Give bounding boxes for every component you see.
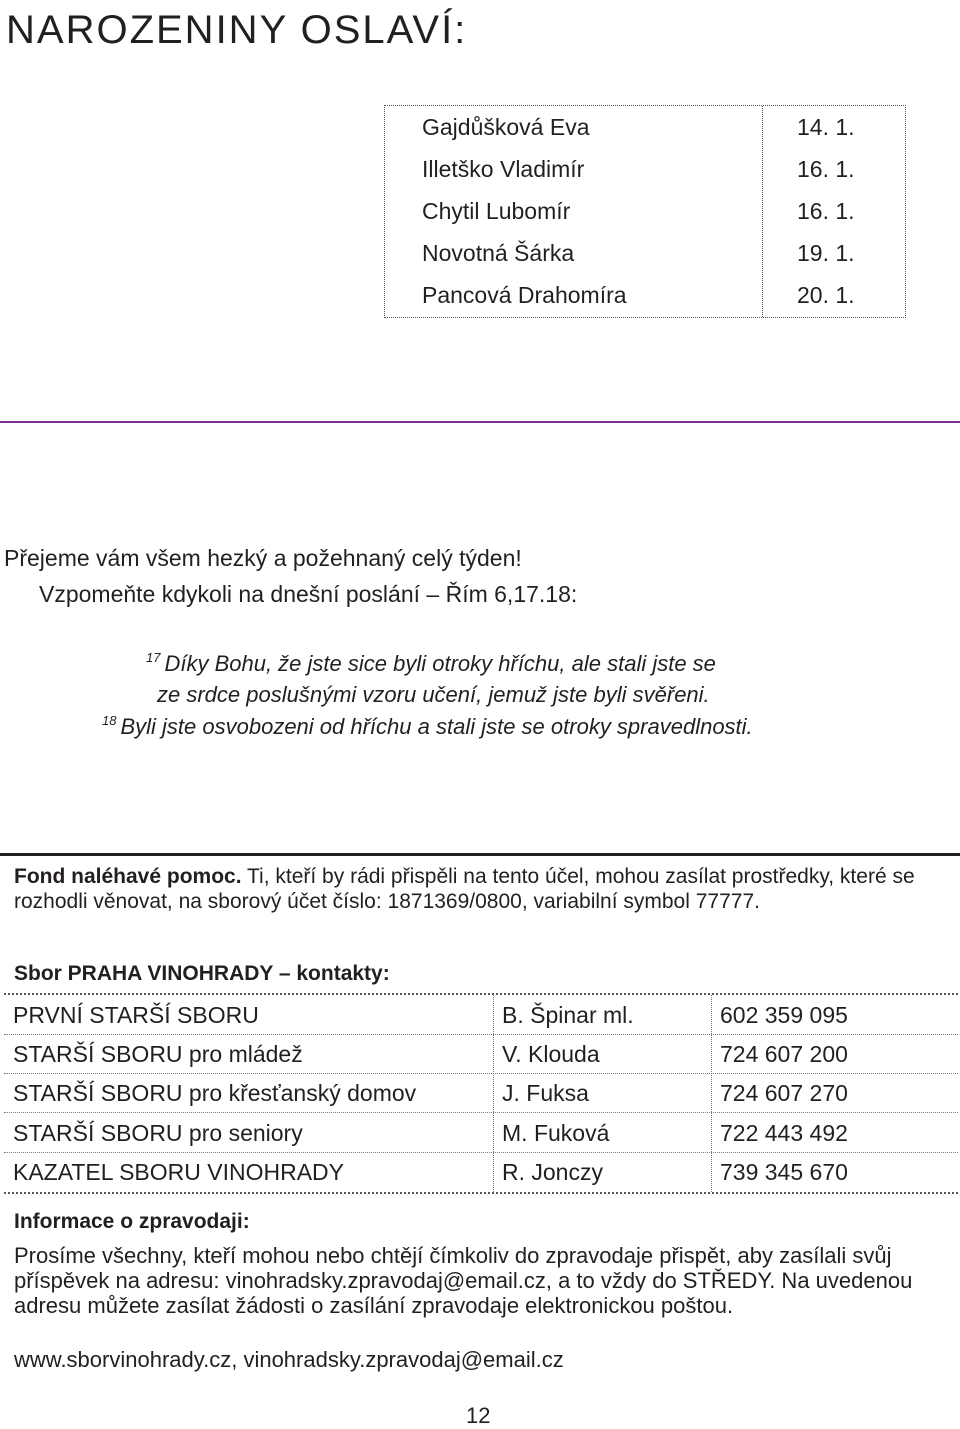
birthday-table: [384, 105, 906, 318]
table-row: [385, 274, 905, 316]
verse-17: [146, 650, 716, 677]
table-row: [385, 232, 905, 274]
fund-text: Ti, kteří by rádi přispěli na tento účel, mohou zasílat prostředky, které se rozhodli věnovat, na sborový účet číslo: 1871369/0800, variabilní symbol 77777.: [14, 865, 915, 913]
verse-18: [102, 713, 753, 740]
birthday-name: Pancová Drahomíra: [422, 282, 627, 308]
info-heading: Informace o zpravodaji:: [14, 1210, 250, 1233]
table-row: [385, 106, 905, 148]
birthday-date: 20. 1.: [797, 282, 855, 308]
page-number: 12: [466, 1403, 491, 1428]
table-row: [4, 1113, 958, 1153]
fund-heading: Fond naléhavé pomoc.: [14, 865, 242, 888]
contact-person: J. Fuksa: [502, 1080, 589, 1106]
greeting-line: Přejeme vám všem hezký a požehnaný celý týden!: [4, 545, 522, 571]
info-links: www.sborvinohrady.cz, vinohradsky.zpravodaj@email.cz: [14, 1347, 564, 1372]
contact-phone: 724 607 270: [720, 1080, 848, 1106]
contacts-table: [4, 993, 958, 1194]
birthday-name: Illetško Vladimír: [422, 156, 585, 182]
contact-role: KAZATEL SBORU VINOHRADY: [13, 1159, 345, 1185]
fund-notice: [14, 864, 944, 914]
verse-17-continuation: ze srdce poslušnými vzoru učení, jemuž jste byli svěřeni.: [157, 682, 710, 707]
birthday-date: 16. 1.: [797, 156, 855, 182]
contact-role: PRVNÍ STARŠÍ SBORU: [13, 1002, 259, 1028]
page-title: NAROZENINY OSLAVÍ:: [6, 8, 468, 52]
contact-phone: 722 443 492: [720, 1120, 848, 1146]
contact-person: V. Klouda: [502, 1041, 600, 1067]
table-row: [4, 1152, 958, 1191]
table-row: [4, 995, 958, 1035]
greeting-reference: Vzpomeňte kdykoli na dnešní poslání – Řím 6,17.18:: [39, 581, 578, 607]
verse-number: 17: [146, 650, 161, 665]
table-row: [4, 1073, 958, 1113]
birthday-name: Gajdůšková Eva: [422, 114, 590, 140]
contact-phone: 724 607 200: [720, 1041, 848, 1067]
verse-text: Díky Bohu, že jste sice byli otroky hříchu, ale stali jste se: [164, 651, 716, 676]
info-text: Prosíme všechny, kteří mohou nebo chtějí čímkoliv do zpravodaje přispět, aby zasílali svůj příspěvek na adresu: vinohradsky.zpravodaj@email.cz, a to vždy do STŘEDY. Na uvedenou adresu můžete zasílat žádosti o zasílání zpravodaje elektronickou poštou.: [14, 1243, 913, 1318]
contact-role: STARŠÍ SBORU pro křesťanský domov: [13, 1080, 417, 1106]
birthday-date: 19. 1.: [797, 240, 855, 266]
section-divider: [0, 421, 960, 423]
contact-phone: 602 359 095: [720, 1002, 848, 1028]
section-divider: [0, 853, 960, 856]
birthday-name: Chytil Lubomír: [422, 198, 571, 224]
contact-role: STARŠÍ SBORU pro mládež: [13, 1041, 303, 1067]
verse-number: 18: [102, 713, 117, 728]
table-row: [385, 148, 905, 190]
contact-person: M. Fuková: [502, 1120, 610, 1146]
table-row: [385, 190, 905, 232]
contacts-heading: Sbor PRAHA VINOHRADY – kontakty:: [14, 962, 390, 985]
table-row: [4, 1034, 958, 1074]
contact-person: B. Špinar ml.: [502, 1002, 634, 1028]
contact-role: STARŠÍ SBORU pro seniory: [13, 1120, 303, 1146]
contact-phone: 739 345 670: [720, 1159, 848, 1185]
birthday-name: Novotná Šárka: [422, 240, 575, 266]
contact-person: R. Jonczy: [502, 1159, 603, 1185]
birthday-date: 16. 1.: [797, 198, 855, 224]
birthday-date: 14. 1.: [797, 114, 855, 140]
verse-text: Byli jste osvobozeni od hříchu a stali jste se otroky spravedlnosti.: [120, 714, 753, 739]
